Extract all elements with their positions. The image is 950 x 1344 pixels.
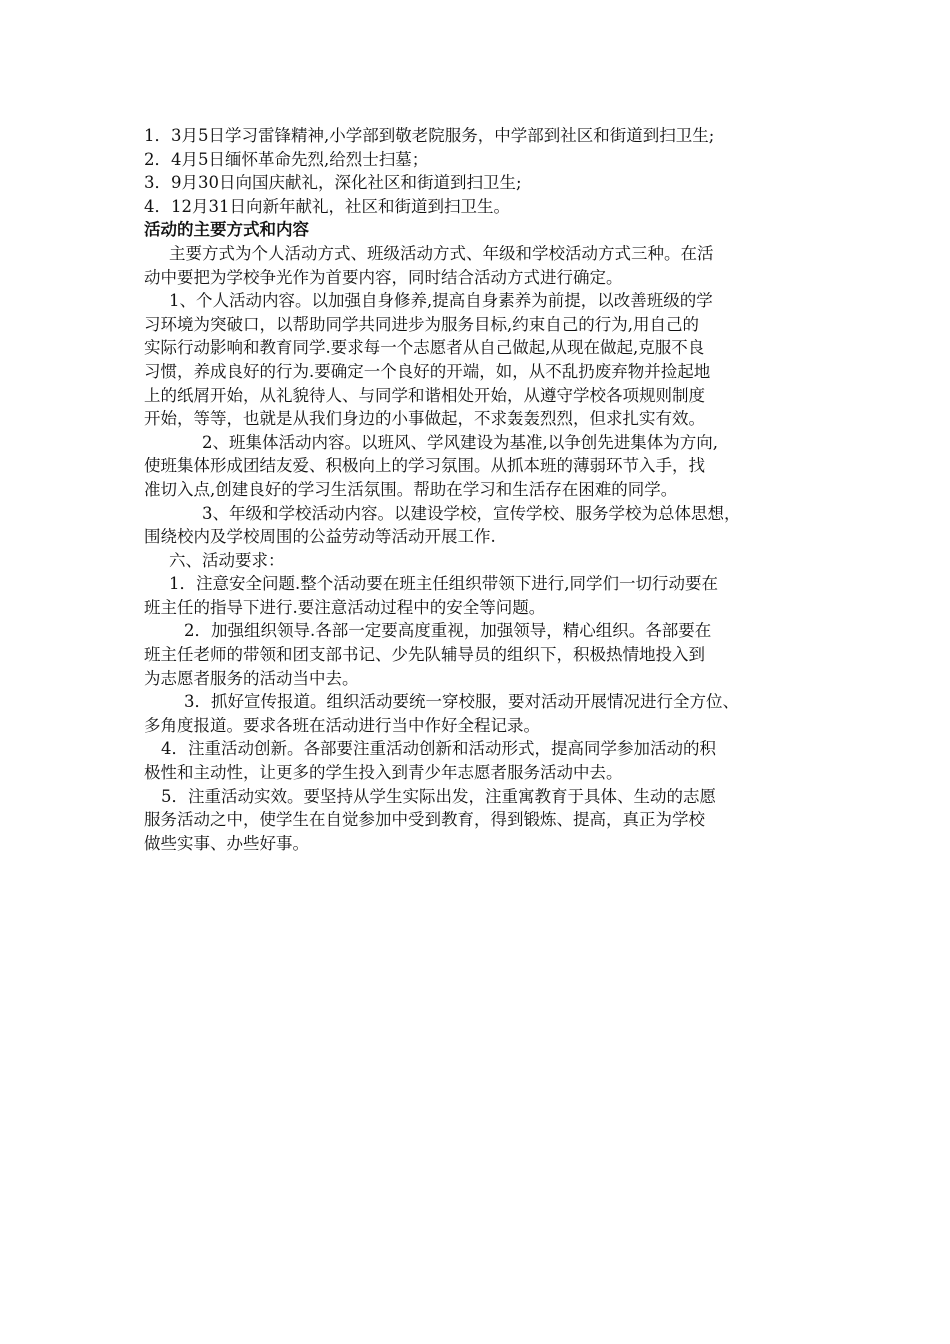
personal-activity-line: 习环境为突破口，以帮助同学共同进步为服务目标,约束自己的行为,用自己的 [144, 314, 699, 334]
personal-activity-line: 1、个人活动内容。以加强自身修养,提高自身素养为前提，以改善班级的学 [169, 291, 713, 311]
requirement-5-line: 服务活动之中，使学生在自觉参加中受到教育，得到锻炼、提高，真正为学校 [144, 810, 705, 830]
document-page [144, 124, 810, 855]
requirement-3-line: 3．抓好宣传报道。组织活动要统一穿校服，要对活动开展情况进行全方位、 [184, 692, 739, 712]
intro-paragraph-line: 动中要把为学校争光作为首要内容，同时结合活动方式进行确定。 [144, 267, 623, 287]
personal-activity-line: 开始，等等，也就是从我们身边的小事做起，不求轰轰烈烈，但求扎实有效。 [144, 409, 705, 429]
school-activity-line: 3、年级和学校活动内容。以建设学校，宣传学校、服务学校为总体思想， [202, 503, 741, 523]
class-activity-line: 使班集体形成团结友爱、积极向上的学习氛围。从抓本班的薄弱环节入手，找 [144, 456, 705, 476]
intro-paragraph-line: 主要方式为个人活动方式、班级活动方式、年级和学校活动方式三种。在活 [169, 243, 714, 263]
requirement-1-line: 班主任的指导下进行.要注意活动过程中的安全等问题。 [144, 597, 546, 617]
personal-activity-line: 习惯，养成良好的行为.要确定一个良好的开端，如，从不乱扔废弃物并捡起地 [144, 361, 711, 381]
date-item-2: 2．4月5日缅怀革命先烈,给烈士扫墓； [144, 149, 429, 169]
requirement-2-line: 为志愿者服务的活动当中去。 [144, 668, 359, 688]
requirement-4-line: 4．注重活动创新。各部要注重活动创新和活动形式，提高同学参加活动的积 [161, 739, 716, 759]
date-item-3: 3．9月30日向国庆献礼，深化社区和街道到扫卫生; [144, 173, 522, 193]
requirement-5-line: 做些实事、办些好事。 [144, 833, 309, 853]
class-activity-line: 2、班集体活动内容。以班风、学风建设为基准,以争创先进集体为方向, [202, 432, 718, 452]
requirement-5-line: 5．注重活动实效。要坚持从学生实际出发，注重寓教育于具体、生动的志愿 [161, 786, 716, 806]
requirement-2-line: 班主任老师的带领和团支部书记、少先队辅导员的组织下，积极热情地投入到 [144, 645, 705, 665]
personal-activity-line: 上的纸屑开始，从礼貌待人、与同学和谐相处开始，从遵守学校各项规则制度 [144, 385, 705, 405]
requirements-title: 六、活动要求： [169, 550, 285, 570]
requirement-4-line: 极性和主动性，让更多的学生投入到青少年志愿者服务活动中去。 [144, 763, 623, 783]
date-item-4: 4．12月31日向新年献礼，社区和街道到扫卫生。 [144, 196, 510, 216]
section-title: 活动的主要方式和内容 [144, 220, 309, 240]
date-item-1: 1．3月5日学习雷锋精神,小学部到敬老院服务，中学部到社区和街道到扫卫生; [144, 126, 715, 145]
school-activity-line: 围绕校内及学校周围的公益劳动等活动开展工作. [144, 527, 496, 547]
requirement-2-line: 2．加强组织领导.各部一定要高度重视，加强领导，精心组织。各部要在 [184, 621, 712, 641]
requirement-3-line: 多角度报道。要求各班在活动进行当中作好全程记录。 [144, 715, 540, 735]
class-activity-line: 准切入点,创建良好的学习生活氛围。帮助在学习和生活存在困难的同学。 [144, 479, 678, 499]
personal-activity-line: 实际行动影响和教育同学.要求每一个志愿者从自己做起,从现在做起,克服不良 [144, 338, 705, 358]
requirement-1-line: 1．注意安全问题.整个活动要在班主任组织带领下进行,同学们一切行动要在 [169, 574, 718, 594]
